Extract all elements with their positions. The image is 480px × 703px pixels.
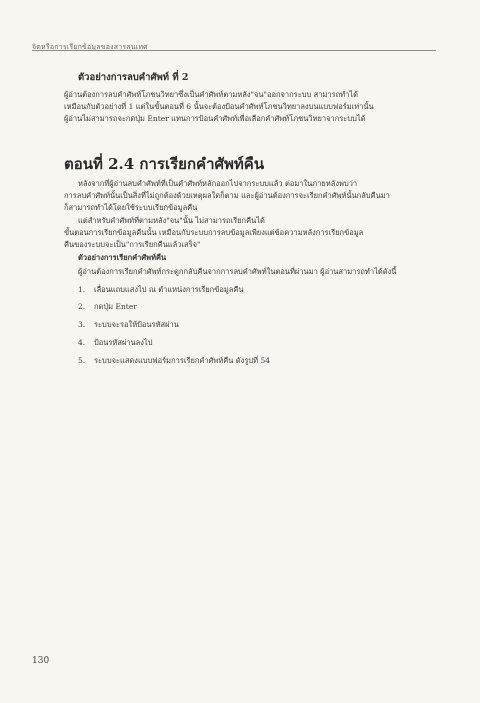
- step-text: ระบบจะแสดงแบบฟอร์มการเรียกคำศัพท์คืน ดังรูปที่ 54: [94, 356, 270, 365]
- step-text: กดปุ่ม Enter: [94, 302, 137, 311]
- paragraph-line: แต่สำหรับคำศัพท์ที่ตามหลัง"จน"นั้น ไม่สามารถเรียกคืนได้: [78, 216, 265, 225]
- step-number: 4.: [78, 338, 86, 347]
- step-text: เลื่อนแถบแสงไป ณ ตำแหน่งการเรียกข้อมูลคืน: [94, 285, 244, 294]
- example-2-heading: ตัวอย่างการลบคำศัพท์ ที่ 2: [78, 72, 189, 83]
- step-list-item: [78, 337, 152, 349]
- step-list-item: [78, 355, 270, 367]
- section-paragraph-2: [64, 215, 432, 251]
- example-2-paragraph: [64, 89, 432, 125]
- step-list-item: [78, 284, 244, 296]
- section-title: ตอนที่ 2.4 การเรียกคำศัพท์คืน: [64, 155, 265, 173]
- step-number: 3.: [78, 320, 86, 329]
- header-rule: [32, 50, 436, 51]
- example-recall-intro: [64, 266, 432, 278]
- step-list-item: [78, 301, 137, 313]
- step-number: 1.: [78, 285, 86, 294]
- step-text: ป้อนรหัสผ่านลงไป: [94, 338, 153, 347]
- running-header: จิตหรือการเรียกข้อมูลของสารสนเทศ: [32, 43, 148, 51]
- section-paragraph-1: [64, 178, 432, 214]
- paragraph-line: คืนของระบบจะเป็น"การเรียกคืนแล้วเสร็จ": [64, 240, 201, 249]
- paragraph-line: หลังจากที่ผู้อ่านลบคำศัพท์ที่เป็นคำศัพท์หลักออกไปจากระบบแล้ว ต่อมาในภายหลังพบว่า: [78, 179, 358, 188]
- paragraph-line: เหมือนกับตัวอย่างที่ 1 แต่ในขั้นตอนที่ 6 นั้นจะต้องป้อนคำศัพท์โภชนวิทยาลงบนแบบฟอร์มเท่านั้น: [64, 102, 374, 111]
- example-recall-heading-text: ตัวอย่างการเรียกคำศัพท์คืน: [78, 253, 167, 262]
- step-number: 5.: [78, 356, 86, 365]
- paragraph-line: ผู้อ่านต้องการเรียกคำศัพท์กระดูกกลับคืนจากการลบคำศัพท์ในตอนที่ผ่านมา ผู้อ่านสามารถทำได้ดังนี้: [78, 267, 397, 276]
- step-text: ระบบจะรอให้ป้อนรหัสผ่าน: [94, 320, 179, 329]
- step-number: 2.: [78, 302, 86, 311]
- paragraph-line: ผู้อ่านไม่สามารถจะกดปุ่ม Enter แทนการป้อนคำศัพท์เพื่อเลือกคำศัพท์โภชนวิทยาจากระบบได้: [64, 114, 366, 123]
- paragraph-line: ผู้อ่านต้องการลบคำศัพท์โภชนวิทยาซึ่งเป็นคำศัพท์ตามหลัง"จน"ออกจากระบบ สามารถทำได้: [64, 90, 358, 99]
- paragraph-line: ก็สามารถทำได้โดยใช้ระบบเรียกข้อมูลคืน: [64, 203, 198, 212]
- step-list-item: [78, 319, 179, 331]
- page-number: 130: [32, 656, 50, 666]
- paragraph-line: ขั้นตอนการเรียกข้อมูลคืนนั้น เหมือนกับระบบการลบข้อมูลเพียงแต่ข้อความหลังการเรียกข้อมูล: [64, 228, 364, 237]
- paragraph-line: การลบคำศัพท์นั้นเป็นสิ่งที่ไม่ถูกต้องด้วยเหตุผลใดก็ตาม และผู้อ่านต้องการจะเรียกคำศัพท์นั้นกลับคืนมา: [64, 191, 390, 200]
- example-recall-heading: [78, 252, 432, 264]
